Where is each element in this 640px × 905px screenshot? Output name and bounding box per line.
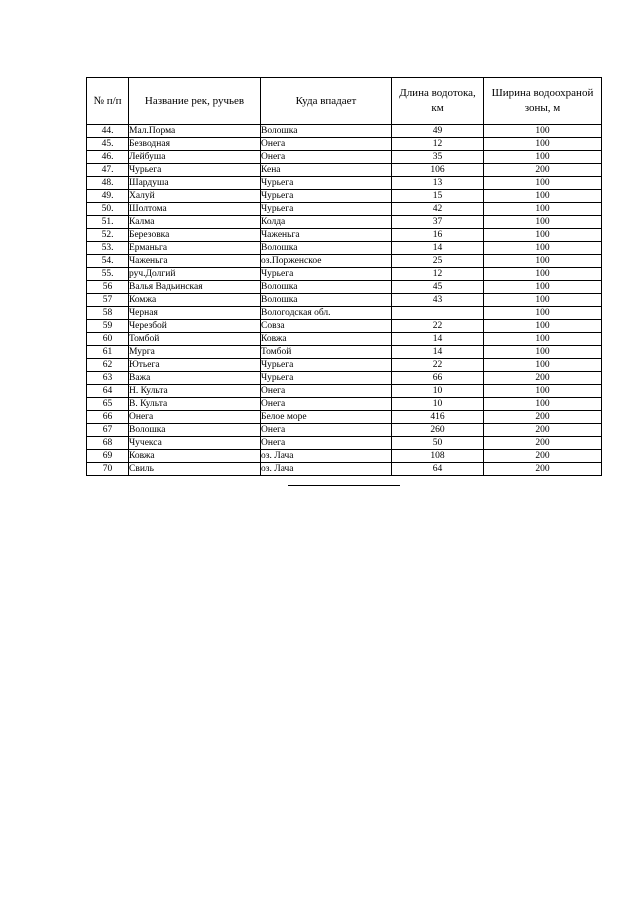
table-row bbox=[87, 190, 602, 203]
cell-river-name: Комжа bbox=[129, 294, 261, 307]
cell-river-name: Ковжа bbox=[129, 450, 261, 463]
cell-river-name: Лейбуша bbox=[129, 151, 261, 164]
rivers-table bbox=[86, 77, 602, 476]
cell-mouth: Волошка bbox=[261, 242, 392, 255]
cell-mouth: Чурьега bbox=[261, 177, 392, 190]
cell-zone-width: 200 bbox=[484, 164, 602, 177]
table-row bbox=[87, 333, 602, 346]
cell-zone-width: 100 bbox=[484, 359, 602, 372]
cell-mouth: Онега bbox=[261, 385, 392, 398]
table-row bbox=[87, 307, 602, 320]
cell-river-name: Березовка bbox=[129, 229, 261, 242]
cell-num: 58 bbox=[87, 307, 129, 320]
cell-mouth: Онега bbox=[261, 437, 392, 450]
cell-length: 14 bbox=[392, 242, 484, 255]
cell-length: 16 bbox=[392, 229, 484, 242]
cell-mouth: Онега bbox=[261, 138, 392, 151]
cell-river-name: Шолтома bbox=[129, 203, 261, 216]
cell-length: 13 bbox=[392, 177, 484, 190]
cell-mouth: Онега bbox=[261, 151, 392, 164]
cell-river-name: Свиль bbox=[129, 463, 261, 476]
cell-length: 22 bbox=[392, 320, 484, 333]
cell-length: 42 bbox=[392, 203, 484, 216]
cell-mouth: Вологодская обл. bbox=[261, 307, 392, 320]
cell-river-name: Безводная bbox=[129, 138, 261, 151]
table-row bbox=[87, 164, 602, 177]
cell-zone-width: 100 bbox=[484, 385, 602, 398]
table-row bbox=[87, 255, 602, 268]
cell-mouth: Чурьега bbox=[261, 190, 392, 203]
cell-length: 14 bbox=[392, 346, 484, 359]
cell-zone-width: 200 bbox=[484, 450, 602, 463]
table-row bbox=[87, 138, 602, 151]
cell-num: 59 bbox=[87, 320, 129, 333]
cell-mouth: Онега bbox=[261, 424, 392, 437]
cell-length: 37 bbox=[392, 216, 484, 229]
cell-length: 416 bbox=[392, 411, 484, 424]
cell-zone-width: 100 bbox=[484, 268, 602, 281]
cell-num: 52. bbox=[87, 229, 129, 242]
cell-river-name: Н. Культа bbox=[129, 385, 261, 398]
cell-river-name: Чаженьга bbox=[129, 255, 261, 268]
cell-num: 60 bbox=[87, 333, 129, 346]
cell-length: 108 bbox=[392, 450, 484, 463]
cell-river-name: Онега bbox=[129, 411, 261, 424]
cell-length: 12 bbox=[392, 138, 484, 151]
cell-zone-width: 100 bbox=[484, 255, 602, 268]
cell-mouth: Кена bbox=[261, 164, 392, 177]
cell-length: 22 bbox=[392, 359, 484, 372]
cell-zone-width: 100 bbox=[484, 294, 602, 307]
cell-zone-width: 100 bbox=[484, 216, 602, 229]
cell-num: 44. bbox=[87, 125, 129, 138]
cell-river-name: Волошка bbox=[129, 424, 261, 437]
cell-mouth: Онега bbox=[261, 398, 392, 411]
header-length: Длина водотока, км bbox=[392, 78, 484, 125]
cell-length: 50 bbox=[392, 437, 484, 450]
cell-length bbox=[392, 307, 484, 320]
cell-river-name: Калма bbox=[129, 216, 261, 229]
cell-num: 55. bbox=[87, 268, 129, 281]
cell-river-name: Мурга bbox=[129, 346, 261, 359]
cell-zone-width: 200 bbox=[484, 424, 602, 437]
cell-num: 50. bbox=[87, 203, 129, 216]
cell-river-name: Мал.Порма bbox=[129, 125, 261, 138]
cell-mouth: Волошка bbox=[261, 281, 392, 294]
cell-num: 49. bbox=[87, 190, 129, 203]
cell-zone-width: 100 bbox=[484, 242, 602, 255]
cell-num: 67 bbox=[87, 424, 129, 437]
cell-zone-width: 100 bbox=[484, 333, 602, 346]
table-row bbox=[87, 268, 602, 281]
cell-num: 51. bbox=[87, 216, 129, 229]
table-row bbox=[87, 203, 602, 216]
cell-zone-width: 100 bbox=[484, 125, 602, 138]
cell-num: 65 bbox=[87, 398, 129, 411]
cell-zone-width: 100 bbox=[484, 203, 602, 216]
table-header-row bbox=[87, 78, 602, 125]
cell-length: 35 bbox=[392, 151, 484, 164]
cell-num: 53. bbox=[87, 242, 129, 255]
table-row bbox=[87, 385, 602, 398]
cell-river-name: руч.Долгий bbox=[129, 268, 261, 281]
header-num: № п/п bbox=[87, 78, 129, 125]
table-row bbox=[87, 216, 602, 229]
table-row bbox=[87, 177, 602, 190]
cell-river-name: Халуй bbox=[129, 190, 261, 203]
cell-river-name: Ерманьга bbox=[129, 242, 261, 255]
cell-num: 61 bbox=[87, 346, 129, 359]
cell-river-name: Ютьега bbox=[129, 359, 261, 372]
cell-num: 56 bbox=[87, 281, 129, 294]
cell-num: 62 bbox=[87, 359, 129, 372]
cell-mouth: Волошка bbox=[261, 294, 392, 307]
cell-num: 69 bbox=[87, 450, 129, 463]
cell-mouth: Чурьега bbox=[261, 268, 392, 281]
cell-length: 15 bbox=[392, 190, 484, 203]
cell-river-name: Черная bbox=[129, 307, 261, 320]
cell-river-name: Черезбой bbox=[129, 320, 261, 333]
cell-zone-width: 100 bbox=[484, 177, 602, 190]
cell-zone-width: 100 bbox=[484, 151, 602, 164]
cell-zone-width: 200 bbox=[484, 437, 602, 450]
cell-zone-width: 200 bbox=[484, 372, 602, 385]
cell-zone-width: 100 bbox=[484, 346, 602, 359]
table-row bbox=[87, 125, 602, 138]
cell-length: 45 bbox=[392, 281, 484, 294]
table-row bbox=[87, 242, 602, 255]
cell-length: 25 bbox=[392, 255, 484, 268]
cell-mouth: Томбой bbox=[261, 346, 392, 359]
cell-length: 43 bbox=[392, 294, 484, 307]
table-row bbox=[87, 281, 602, 294]
table-row bbox=[87, 463, 602, 476]
cell-zone-width: 100 bbox=[484, 281, 602, 294]
cell-zone-width: 100 bbox=[484, 398, 602, 411]
cell-river-name: Чурьега bbox=[129, 164, 261, 177]
table-body bbox=[87, 125, 602, 476]
cell-mouth: Колда bbox=[261, 216, 392, 229]
cell-river-name: Важа bbox=[129, 372, 261, 385]
cell-num: 47. bbox=[87, 164, 129, 177]
cell-mouth: Белое море bbox=[261, 411, 392, 424]
table-row bbox=[87, 229, 602, 242]
cell-mouth: Чурьега bbox=[261, 359, 392, 372]
cell-mouth: оз. Лача bbox=[261, 463, 392, 476]
header-river-name: Название рек, ручьев bbox=[129, 78, 261, 125]
cell-num: 48. bbox=[87, 177, 129, 190]
table-row bbox=[87, 437, 602, 450]
table-row bbox=[87, 372, 602, 385]
cell-length: 12 bbox=[392, 268, 484, 281]
table-row bbox=[87, 294, 602, 307]
cell-num: 64 bbox=[87, 385, 129, 398]
cell-mouth: Чурьега bbox=[261, 203, 392, 216]
cell-length: 64 bbox=[392, 463, 484, 476]
end-divider-line bbox=[288, 485, 400, 486]
cell-length: 260 bbox=[392, 424, 484, 437]
cell-river-name: Шардуша bbox=[129, 177, 261, 190]
cell-length: 49 bbox=[392, 125, 484, 138]
cell-zone-width: 100 bbox=[484, 138, 602, 151]
table-row bbox=[87, 346, 602, 359]
cell-mouth: Чаженьга bbox=[261, 229, 392, 242]
cell-mouth: оз.Порженское bbox=[261, 255, 392, 268]
table-row bbox=[87, 151, 602, 164]
cell-num: 57 bbox=[87, 294, 129, 307]
table-row bbox=[87, 359, 602, 372]
cell-mouth: оз. Лача bbox=[261, 450, 392, 463]
cell-length: 10 bbox=[392, 398, 484, 411]
table-row bbox=[87, 320, 602, 333]
header-zone-width: Ширина водоохраной зоны, м bbox=[484, 78, 602, 125]
cell-length: 66 bbox=[392, 372, 484, 385]
table-row bbox=[87, 450, 602, 463]
cell-length: 14 bbox=[392, 333, 484, 346]
cell-river-name: Томбой bbox=[129, 333, 261, 346]
table-row bbox=[87, 424, 602, 437]
cell-length: 106 bbox=[392, 164, 484, 177]
cell-zone-width: 100 bbox=[484, 190, 602, 203]
cell-river-name: Валья Вадьинская bbox=[129, 281, 261, 294]
cell-river-name: Чучекса bbox=[129, 437, 261, 450]
cell-river-name: В. Культа bbox=[129, 398, 261, 411]
cell-mouth: Ковжа bbox=[261, 333, 392, 346]
cell-zone-width: 100 bbox=[484, 307, 602, 320]
cell-num: 63 bbox=[87, 372, 129, 385]
table-row bbox=[87, 411, 602, 424]
cell-zone-width: 100 bbox=[484, 229, 602, 242]
cell-mouth: Чурьега bbox=[261, 372, 392, 385]
cell-zone-width: 200 bbox=[484, 411, 602, 424]
table-row bbox=[87, 398, 602, 411]
header-mouth: Куда впадает bbox=[261, 78, 392, 125]
cell-num: 45. bbox=[87, 138, 129, 151]
cell-num: 68 bbox=[87, 437, 129, 450]
cell-mouth: Совза bbox=[261, 320, 392, 333]
cell-num: 54. bbox=[87, 255, 129, 268]
cell-num: 70 bbox=[87, 463, 129, 476]
cell-num: 46. bbox=[87, 151, 129, 164]
cell-num: 66 bbox=[87, 411, 129, 424]
cell-length: 10 bbox=[392, 385, 484, 398]
cell-zone-width: 100 bbox=[484, 320, 602, 333]
cell-mouth: Волошка bbox=[261, 125, 392, 138]
cell-zone-width: 200 bbox=[484, 463, 602, 476]
